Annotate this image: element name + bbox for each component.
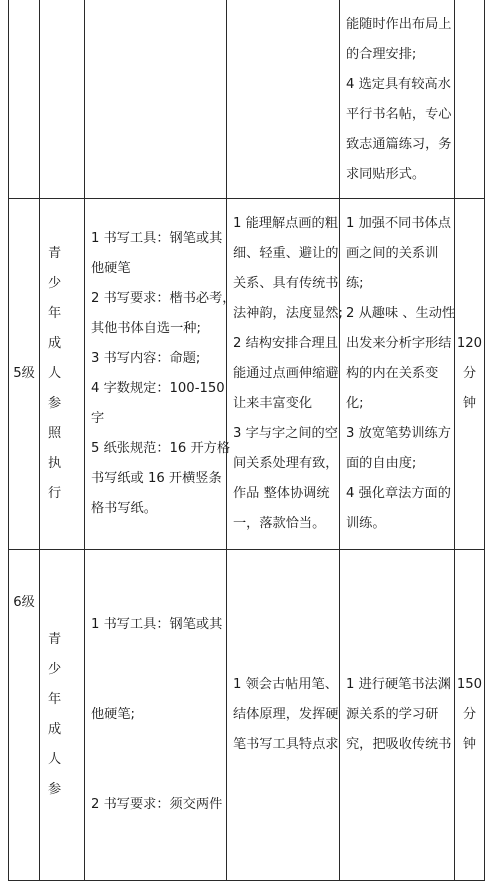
technique-line: 1 能理解点画的粗 [233, 216, 338, 231]
layout-line: 源关系的学习研 [346, 707, 439, 722]
technique-line: 能通过点画伸缩避 [233, 366, 339, 381]
time-cell [455, 0, 485, 199]
technique-line: 2 结构安排合理且 [233, 336, 338, 351]
time-cell [455, 199, 485, 550]
layout-line: 构的内在关系变 [346, 366, 439, 381]
level-cell [9, 0, 40, 199]
requirement-line: 4 字数规定：100-150 [91, 381, 225, 396]
layout-line: 4 强化章法方面的 [346, 486, 451, 501]
requirements-cell [85, 199, 236, 550]
requirements-cell [85, 550, 227, 881]
table-row [9, 199, 485, 550]
time-line: 钟 [462, 396, 477, 411]
technique-line: 作品 整体协调统 [233, 486, 330, 501]
table-row [9, 0, 485, 199]
layout-cell [340, 199, 455, 550]
requirement-line: 格书写纸。 [91, 501, 157, 516]
layout-line: 求同贴形式。 [346, 166, 426, 182]
level-label: 6级 [13, 595, 35, 610]
layout-line: 4 选定具有较高水 [346, 76, 451, 92]
layout-cell [340, 550, 455, 881]
time-line: 钟 [462, 737, 477, 752]
technique-line: 关系、具有传统书 [233, 276, 339, 291]
audience-line: 青 少 [48, 246, 62, 291]
layout-line: 究，把吸收传统书 [346, 737, 452, 752]
audience-line: 照 执 [48, 426, 62, 471]
audience-line: 年 成 [48, 306, 62, 351]
layout-line: 致志通篇练习，务 [346, 136, 452, 152]
requirement-line: 1 书写工具：钢笔或其 [91, 617, 223, 632]
technique-line: 法神韵，法度显然; [233, 306, 343, 321]
layout-cell [340, 0, 455, 199]
layout-line: 出发来分析字形结 [346, 336, 452, 351]
table-row [9, 550, 485, 881]
audience-line: 人 参 [48, 366, 62, 411]
requirement-line: 他硬笔 [91, 261, 131, 276]
layout-line: 平行书名帖，专心 [346, 106, 452, 122]
technique-line: 3 字与字之间的空 [233, 426, 338, 441]
time-line: 分 [462, 366, 477, 381]
layout-line: 的合理安排; [346, 46, 417, 62]
technique-line: 一，落款恰当。 [233, 516, 326, 531]
requirement-line: 2 书写要求：楷书必考， [91, 291, 236, 306]
layout-line: 化; [346, 396, 364, 411]
audience-line: 青 少 [48, 632, 62, 677]
time-cell [455, 550, 485, 881]
layout-line: 1 加强不同书体点 [346, 216, 451, 231]
layout-line: 2 从趣味 、生动性 [346, 306, 456, 321]
requirement-line: 2 书写要求：须交两件 [91, 797, 223, 812]
layout-line: 1 进行硬笔书法渊 [346, 677, 451, 692]
requirement-line: 书写纸或 16 开横竖条 [91, 471, 222, 486]
technique-cell [227, 0, 340, 199]
level-label: 5级 [13, 366, 35, 381]
time-line: 120 [456, 336, 483, 351]
audience-line: 年 成 [48, 692, 62, 737]
technique-cell [227, 550, 340, 881]
audience-cell [40, 199, 85, 550]
requirement-line: 3 书写内容：命题; [91, 351, 201, 366]
requirement-line: 1 书写工具：钢笔或其 [91, 231, 223, 246]
technique-cell [227, 199, 343, 550]
technique-line: 让来丰富变化 [233, 396, 313, 411]
time-line: 分 [462, 707, 477, 722]
layout-line: 能随时作出布局上 [346, 16, 452, 32]
layout-line: 练; [346, 276, 364, 291]
technique-line: 间关系处理有致， [233, 456, 339, 471]
technique-line: 细、轻重、避让的 [233, 246, 339, 261]
technique-line: 1 领会古帖用笔、 [233, 677, 338, 692]
audience-line: 行 [48, 486, 62, 501]
requirements-cell [85, 0, 227, 199]
requirement-line: 其他书体自选一种; [91, 321, 201, 336]
layout-line: 画之间的关系训 [346, 246, 439, 261]
technique-line: 笔书写工具特点求 [233, 737, 339, 752]
layout-line: 训练。 [346, 516, 386, 531]
layout-line: 3 放宽笔势训练方 [346, 426, 451, 441]
audience-line: 人 参 [48, 752, 62, 797]
level-cell [9, 550, 40, 881]
time-line: 150 [456, 677, 483, 692]
technique-line: 结体原理，发挥硬 [233, 707, 339, 722]
audience-cell [40, 0, 85, 199]
level-cell [9, 199, 40, 550]
requirement-line: 字 [91, 411, 105, 426]
requirement-line: 5 纸张规范：16 开方格 [91, 441, 231, 456]
grade-requirements-table [8, 0, 485, 881]
audience-cell [40, 550, 85, 881]
layout-line: 面的自由度; [346, 456, 417, 471]
requirement-line: 他硬笔; [91, 707, 136, 722]
